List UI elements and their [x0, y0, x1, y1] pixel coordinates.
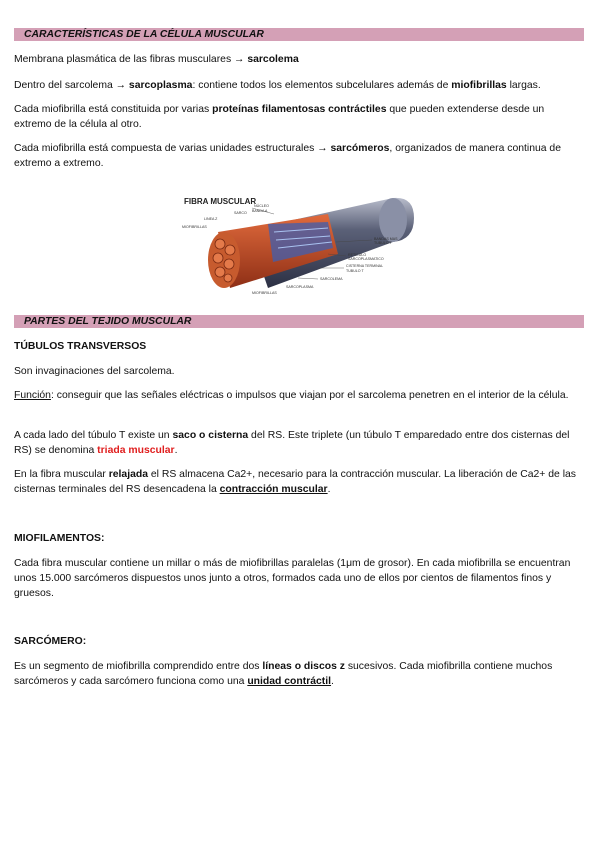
- svg-text:RETICULO: RETICULO: [348, 253, 367, 257]
- svg-text:SARCO: SARCO: [234, 211, 247, 215]
- paragraph-sarcolema: Membrana plasmática de las fibras musculares → sarcolema: [14, 54, 299, 65]
- svg-text:LINEA Z: LINEA Z: [204, 217, 218, 221]
- section-header-caracteristicas: [14, 28, 584, 41]
- paragraph-funcion: Función: conseguir que las señales eléctricas o impulsos que viajan por el sarcolema penetren en el interior de la célula.: [14, 390, 569, 401]
- muscle-fiber-illustration: [178, 192, 418, 302]
- heading-tubulos: TÚBULOS TRANSVERSOS: [14, 341, 147, 352]
- svg-text:SARCOPLASMATICO: SARCOPLASMATICO: [348, 257, 384, 261]
- svg-text:TUBULO T: TUBULO T: [346, 269, 364, 273]
- paragraph-triada: A cada lado del túbulo T existe un saco o cisterna del RS. Este triplete (un túbulo T emparedado entre dos cisternas del RS) se denomina triada muscular.: [14, 430, 570, 456]
- sheath-end: [379, 198, 407, 242]
- paragraph-tubulos-1: Son invaginaciones del sarcolema.: [14, 366, 175, 377]
- paragraph-sarcomeros: Cada miofibrilla está compuesta de varias unidades estructurales → sarcómeros, organizados de manera continua de extremo a extremo.: [14, 143, 561, 169]
- svg-text:BANDA A: BANDA A: [252, 209, 268, 213]
- heading-miofilamentos: MIOFILAMENTOS:: [14, 533, 105, 544]
- svg-text:SARCOPLASMA: SARCOPLASMA: [286, 285, 314, 289]
- paragraph-sarcomero: Es un segmento de miofibrilla comprendido entre dos líneas o discos z sucesivos. Cada miofibrilla contiene muchos sarcómeros y cada sarcómero funciona como una unidad contráctil.: [14, 661, 553, 687]
- section-header-partes: [14, 315, 584, 328]
- paragraph-miofibrilla-proteinas: Cada miofibrilla está constituida por varias proteínas filamentosas contráctiles que pueden extenderse desde un extremo de la célula al otro.: [14, 104, 545, 130]
- section-title: PARTES DEL TEJIDO MUSCULAR: [24, 316, 192, 327]
- svg-text:SARCOLEMA: SARCOLEMA: [320, 277, 343, 281]
- svg-text:BANDAS MAS: BANDAS MAS: [374, 237, 398, 241]
- svg-text:MIOFIBRILLAS: MIOFIBRILLAS: [182, 225, 207, 229]
- heading-sarcomero: SARCÓMERO:: [14, 636, 87, 647]
- svg-text:NÚCLEO: NÚCLEO: [254, 204, 269, 208]
- paragraph-relajada: En la fibra muscular relajada el RS almacena Ca2+, necesario para la contracción muscular. La liberación de Ca2+ de las cisternas terminales del RS desencadena la contracción muscular.: [14, 469, 576, 495]
- paragraph-sarcoplasma: Dentro del sarcolema → sarcoplasma: contiene todos los elementos subcelulares además de miofibrillas largas.: [14, 80, 541, 91]
- svg-text:MIOFIBRILLAS: MIOFIBRILLAS: [252, 291, 277, 295]
- svg-text:CISTERNA TERMINAL: CISTERNA TERMINAL: [346, 264, 384, 268]
- paragraph-miofilamentos: Cada fibra muscular contiene un millar o más de miofibrillas paralelas (1μm de grosor). En cada miofibrilla se encuentran unos 15.000 sarcómeros dispuestos unos junto a otros, formados cada uno de ellos por cientos de filamentos finos y gruesos.: [14, 558, 571, 599]
- svg-text:TUBULO T: TUBULO T: [374, 241, 392, 245]
- section-title: CARACTERÍSTICAS DE LA CÉLULA MUSCULAR: [24, 29, 264, 40]
- figure-title: FIBRA MUSCULAR: [184, 197, 257, 206]
